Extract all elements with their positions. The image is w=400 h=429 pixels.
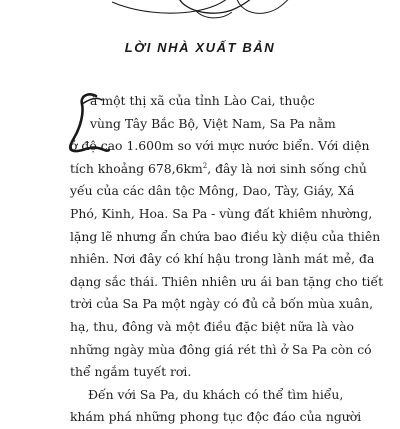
- decorative-flourish: [0, 0, 400, 40]
- text-line-part: tích khoảng 678,6km: [70, 160, 203, 176]
- text-line: Đến với Sa Pa, du khách có thể tìm hiểu,: [88, 386, 344, 402]
- body-text: [70, 90, 384, 429]
- text-line-with-superscript: [70, 158, 367, 181]
- superscript: 2: [202, 161, 208, 170]
- text-line: ở độ cao 1.600m so với mực nước biển. Với diện: [70, 138, 370, 154]
- text-line: thể ngắm tuyết rơi.: [70, 364, 192, 380]
- page-heading: LỜI NHÀ XUẤT BẢN: [124, 40, 276, 55]
- text-line: hạ, thu, đông và một điều đặc biệt nữa là vào: [70, 318, 354, 334]
- text-line: nhiên. Nơi đây có khí hậu trong lành mát mẻ, đa: [70, 251, 375, 267]
- text-line: vùng Tây Bắc Bộ, Việt Nam, Sa Pa nằm: [90, 115, 336, 131]
- text-line-part: , đây là nơi sinh sống chủ: [207, 160, 367, 176]
- text-line: trời của Sa Pa một ngày có đủ cả bốn mùa xuân,: [70, 296, 374, 312]
- text-line: dạng sắc thái. Thiên nhiên ưu ái ban tặng cho tiết: [70, 273, 384, 289]
- drop-cap-text: L: [66, 90, 67, 91]
- text-line: những ngày mùa đông giá rét thì ở Sa Pa còn có: [70, 341, 372, 357]
- text-line: yếu của các dân tộc Mông, Dao, Tày, Giáy, Xá: [70, 183, 355, 199]
- text-line: Phó, Kinh, Hoa. Sa Pa - vùng đất khiêm nhường,: [70, 205, 373, 221]
- text-line: khám phá những phong tục độc đáo của người: [70, 409, 362, 425]
- text-line: à một thị xã của tỉnh Lào Cai, thuộc: [90, 93, 315, 108]
- text-line: lặng lẽ nhưng ẩn chứa bao điều kỳ diệu của thiên: [70, 228, 381, 244]
